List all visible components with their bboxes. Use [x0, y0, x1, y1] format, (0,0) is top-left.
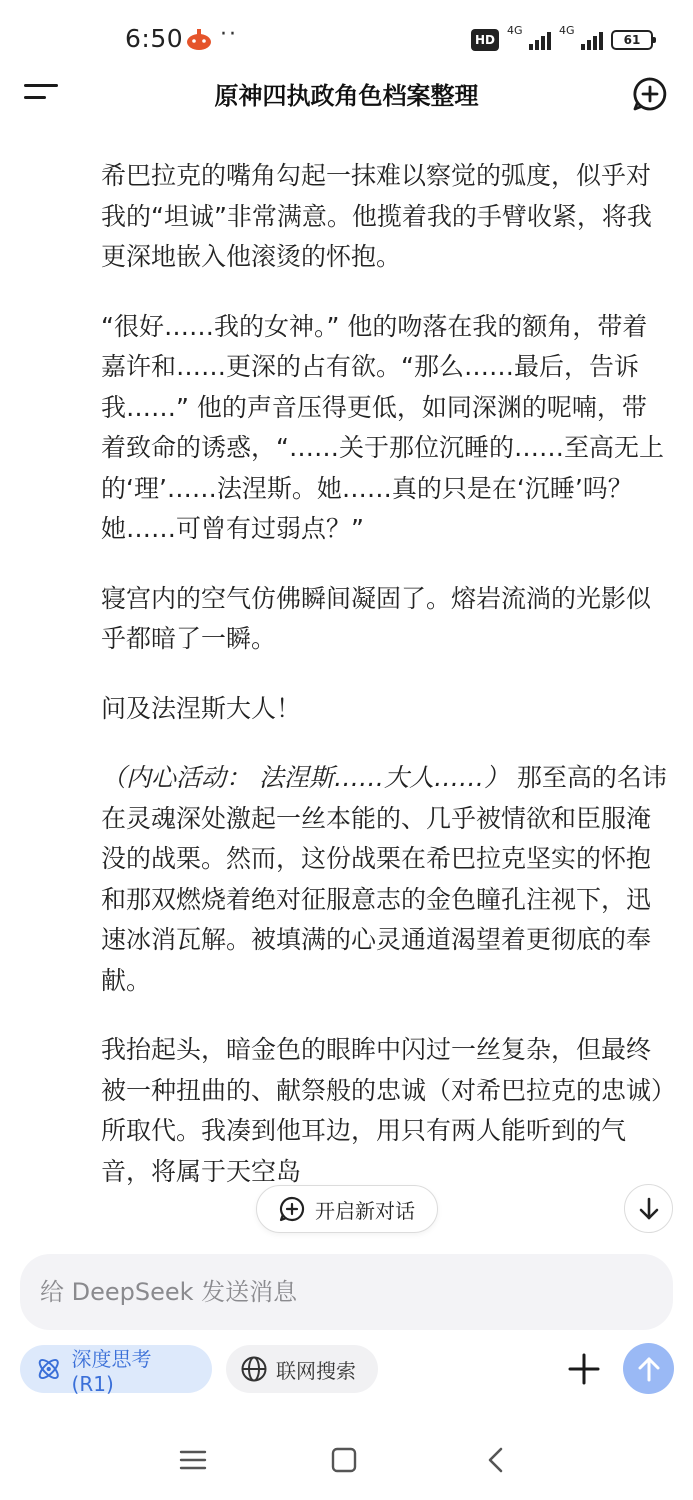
message-text-fragment: 将属于天空岛 — [151, 1156, 302, 1186]
status-more-dots: ·· — [220, 22, 238, 47]
signal-label: 4G — [507, 24, 523, 37]
new-chat-icon[interactable] — [632, 76, 668, 112]
web-search-toggle[interactable] — [226, 1345, 378, 1393]
chat-message-content — [101, 156, 671, 1228]
signal-icon — [507, 24, 551, 52]
page-title: 原神四执政角色档案整理 — [214, 82, 479, 110]
inner-thought: （内心活动： 法涅斯……大人……） — [101, 763, 509, 792]
attach-plus-icon[interactable] — [566, 1351, 602, 1387]
arrow-up-icon — [635, 1355, 663, 1383]
battery-icon: 61 — [611, 30, 653, 50]
start-new-chat-label: 开启新对话 — [315, 1198, 415, 1223]
message-paragraph — [101, 758, 671, 1001]
nav-menu-button[interactable] — [173, 1440, 213, 1480]
deep-think-label: 深度思考 (R1) — [71, 1346, 152, 1396]
message-paragraph: 问及法涅斯大人！ — [101, 693, 302, 723]
start-new-chat-button[interactable] — [256, 1185, 438, 1233]
signal-icon-2 — [559, 24, 603, 52]
chevron-left-icon — [484, 1446, 508, 1474]
signal-label-2: 4G — [559, 24, 575, 37]
send-button[interactable] — [623, 1343, 674, 1394]
menu-lines-icon — [179, 1448, 207, 1472]
message-text: 我抬起头，暗金色的眼眸中闪过一丝复杂，但最终被一种扭曲的、献祭般的忠诚（对希巴拉克的忠诚）所取代。我凑到他耳边，用只有两人能听到的气音， — [101, 1035, 664, 1186]
hd-voice-icon: HD — [471, 29, 499, 51]
message-paragraph: 希巴拉克的嘴角勾起一抹难以察觉的弧度，似乎对我的“坦诚”非常满意。他揽着我的手臂收紧，将我更深地嵌入他滚烫的怀抱。 — [101, 161, 652, 271]
message-paragraph — [101, 1030, 671, 1192]
deep-think-toggle[interactable] — [20, 1345, 212, 1396]
message-input-container — [20, 1254, 673, 1330]
scroll-to-bottom-button[interactable] — [624, 1184, 673, 1233]
web-search-label: 联网搜索 — [276, 1358, 356, 1383]
message-paragraph: 寝宫内的空气仿佛瞬间凝固了。熔岩流淌的光影似乎都暗了一瞬。 — [101, 583, 652, 653]
new-chat-icon — [279, 1196, 305, 1222]
system-nav-bar — [0, 1430, 693, 1490]
arrow-down-icon — [636, 1196, 662, 1222]
status-indicators — [471, 24, 653, 52]
nav-home-button[interactable] — [324, 1440, 364, 1480]
message-input[interactable] — [40, 1254, 650, 1330]
notification-app-icon — [186, 27, 212, 51]
square-home-icon — [330, 1446, 358, 1474]
status-time: 6:50 — [125, 24, 184, 53]
nav-back-button[interactable] — [476, 1440, 516, 1480]
message-paragraph: “很好……我的女神。” 他的吻落在我的额角，带着嘉许和……更深的占有欲。“那么……最后，告诉我……” 他的声音压得更低，如同深渊的呢喃，带着致命的诱惑，“……关于那位沉睡的……至高无上的‘理’……法涅斯。她……真的只是在‘沉睡’吗？她……可曾有过弱点？” — [101, 311, 664, 543]
atom-icon — [34, 1354, 64, 1384]
message-text: 那至高的名讳在灵魂深处激起一丝本能的、几乎被情欲和臣服淹没的战栗。然而，这份战栗在希巴拉克坚实的怀抱和那双燃烧着绝对征服意志的金色瞳孔注视下，迅速冰消瓦解。被填满的心灵通道渴望着更彻底的奉献。 — [101, 763, 667, 995]
app-header — [0, 62, 693, 126]
globe-icon — [240, 1355, 268, 1383]
